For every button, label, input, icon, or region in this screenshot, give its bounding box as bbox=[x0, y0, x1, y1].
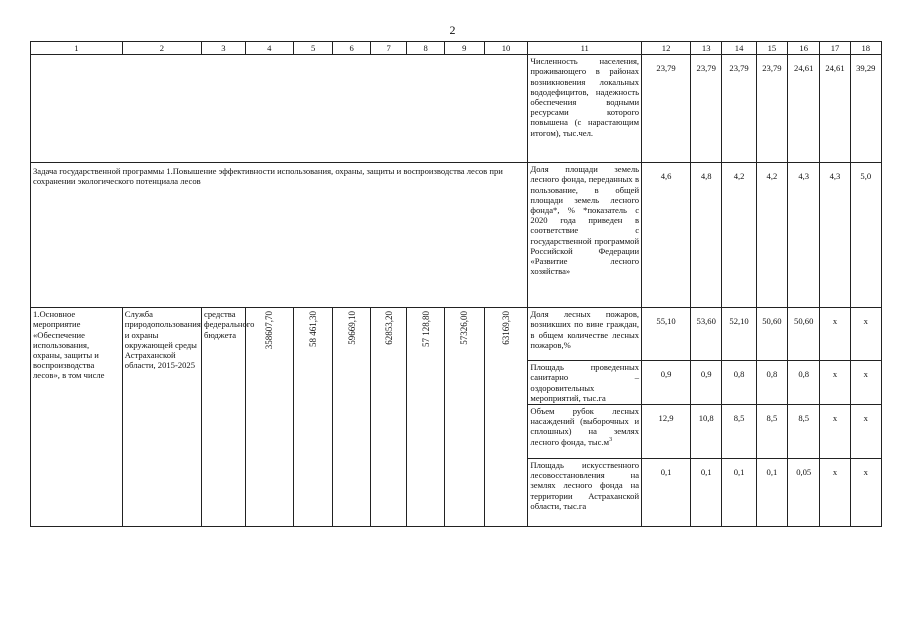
measure-executor: Служба природопользования и охраны окружающей среды Астраханской области, 2015-2025 bbox=[122, 308, 201, 527]
column-number: 9 bbox=[444, 42, 484, 55]
amount-cell bbox=[484, 308, 528, 527]
amount-cell bbox=[245, 308, 293, 527]
value-cell: 0,8 bbox=[788, 361, 820, 405]
value-cell: х bbox=[850, 459, 881, 527]
column-number: 11 bbox=[528, 42, 642, 55]
column-number: 5 bbox=[293, 42, 333, 55]
value-cell: х bbox=[820, 459, 850, 527]
value-cell: 0,9 bbox=[642, 361, 691, 405]
superscript: 3 bbox=[609, 436, 613, 443]
indicator-cell: Доля лесных пожаров, возникших по вине граждан, в общем количестве лесных пожаров,% bbox=[528, 308, 642, 361]
value-cell: 8,5 bbox=[788, 405, 820, 459]
column-numbers-row bbox=[31, 42, 882, 55]
table-row bbox=[31, 163, 882, 308]
value-cell: 55,10 bbox=[642, 308, 691, 361]
column-number: 6 bbox=[333, 42, 371, 55]
value-cell: 4,2 bbox=[722, 163, 756, 308]
value-cell: 52,10 bbox=[722, 308, 756, 361]
column-number: 2 bbox=[122, 42, 201, 55]
program-task-text: Задача государственной программы 1.Повышение эффективности использования, охраны, защиты и воспроизводства лесов при сохранении экологического потенциала лесов bbox=[31, 163, 528, 308]
value-cell: 0,1 bbox=[691, 459, 722, 527]
value-cell: 8,5 bbox=[756, 405, 787, 459]
indicator-cell: Площадь проведенных санитарно – оздоровительных мероприятий, тыс.га bbox=[528, 361, 642, 405]
value-cell: 12,9 bbox=[642, 405, 691, 459]
value-cell: 23,79 bbox=[642, 55, 691, 163]
program-table bbox=[30, 41, 882, 527]
amount-text: 59669,10 bbox=[346, 311, 357, 345]
value-cell: 39,29 bbox=[850, 55, 881, 163]
amount-text: 63169,30 bbox=[500, 311, 511, 345]
value-cell: 24,61 bbox=[788, 55, 820, 163]
column-number: 13 bbox=[691, 42, 722, 55]
amount-text: 57 128,80 bbox=[420, 311, 431, 348]
amount-cell bbox=[444, 308, 484, 527]
column-number: 4 bbox=[245, 42, 293, 55]
amount-text: 57326,00 bbox=[459, 311, 470, 345]
value-cell: 23,79 bbox=[722, 55, 756, 163]
funding-source: средства федерального бюджета bbox=[202, 308, 246, 527]
value-cell: 5,0 bbox=[850, 163, 881, 308]
value-cell: х bbox=[820, 405, 850, 459]
value-cell: 4,3 bbox=[788, 163, 820, 308]
value-cell: х bbox=[820, 361, 850, 405]
value-cell: 0,1 bbox=[722, 459, 756, 527]
indicator-cell: Численность населения, проживающего в районах возникновения локальных вододефицитов, надежность обеспечения водными ресурсами которого повышена (с нарастающим итогом), тыс.чел. bbox=[528, 55, 642, 163]
value-cell: 8,5 bbox=[722, 405, 756, 459]
value-cell: 50,60 bbox=[788, 308, 820, 361]
indicator-cell: Площадь искусственного лесовосстановления на землях лесного фонда на территории Астраханской области, тыс.га bbox=[528, 459, 642, 527]
column-number: 17 bbox=[820, 42, 850, 55]
column-number: 14 bbox=[722, 42, 756, 55]
value-cell: 23,79 bbox=[756, 55, 787, 163]
column-number: 1 bbox=[31, 42, 123, 55]
value-cell: х bbox=[850, 405, 881, 459]
amount-text: 62853,20 bbox=[383, 311, 394, 345]
value-cell: х bbox=[850, 361, 881, 405]
value-cell: 0,9 bbox=[691, 361, 722, 405]
indicator-cell bbox=[528, 405, 642, 459]
indicator-text: Объем рубок лесных насаждений (выборочных и сплошных) на землях лесного фонда, тыс.м bbox=[530, 406, 640, 447]
value-cell: 4,6 bbox=[642, 163, 691, 308]
column-number: 7 bbox=[370, 42, 407, 55]
amount-cell bbox=[293, 308, 333, 527]
column-number: 15 bbox=[756, 42, 787, 55]
value-cell: 4,2 bbox=[756, 163, 787, 308]
amount-text: 358607,70 bbox=[264, 311, 275, 350]
value-cell: х bbox=[820, 308, 850, 361]
measure-name: 1.Основное мероприятие «Обеспечение использования, охраны, защиты и воспроизводства лесов», в том числе bbox=[31, 308, 123, 527]
value-cell: 4,8 bbox=[691, 163, 722, 308]
column-number: 18 bbox=[850, 42, 881, 55]
value-cell: 24,61 bbox=[820, 55, 850, 163]
indicator-cell: Доля площади земель лесного фонда, переданных в пользование, в общей площади земель лесного фонда*, % *показатель с 2020 года приведен в соответствие с государственной программой Российской Федерации «Развитие лесного хозяйства» bbox=[528, 163, 642, 308]
column-number: 12 bbox=[642, 42, 691, 55]
amount-text: 58 461,30 bbox=[307, 311, 318, 348]
value-cell: 50,60 bbox=[756, 308, 787, 361]
page-number: 2 bbox=[449, 23, 456, 37]
amount-cell bbox=[407, 308, 445, 527]
value-cell: 23,79 bbox=[691, 55, 722, 163]
value-cell: 0,8 bbox=[756, 361, 787, 405]
column-number: 10 bbox=[484, 42, 528, 55]
amount-cell bbox=[370, 308, 407, 527]
value-cell: 53,60 bbox=[691, 308, 722, 361]
column-number: 8 bbox=[407, 42, 445, 55]
value-cell: 10,8 bbox=[691, 405, 722, 459]
column-number: 16 bbox=[788, 42, 820, 55]
empty-cell bbox=[31, 55, 528, 163]
value-cell: 0,8 bbox=[722, 361, 756, 405]
value-cell: х bbox=[850, 308, 881, 361]
value-cell: 0,1 bbox=[756, 459, 787, 527]
amount-cell bbox=[333, 308, 371, 527]
value-cell: 0,05 bbox=[788, 459, 820, 527]
table-row bbox=[31, 308, 882, 361]
value-cell: 4,3 bbox=[820, 163, 850, 308]
table-row bbox=[31, 55, 882, 163]
column-number: 3 bbox=[202, 42, 246, 55]
value-cell: 0,1 bbox=[642, 459, 691, 527]
